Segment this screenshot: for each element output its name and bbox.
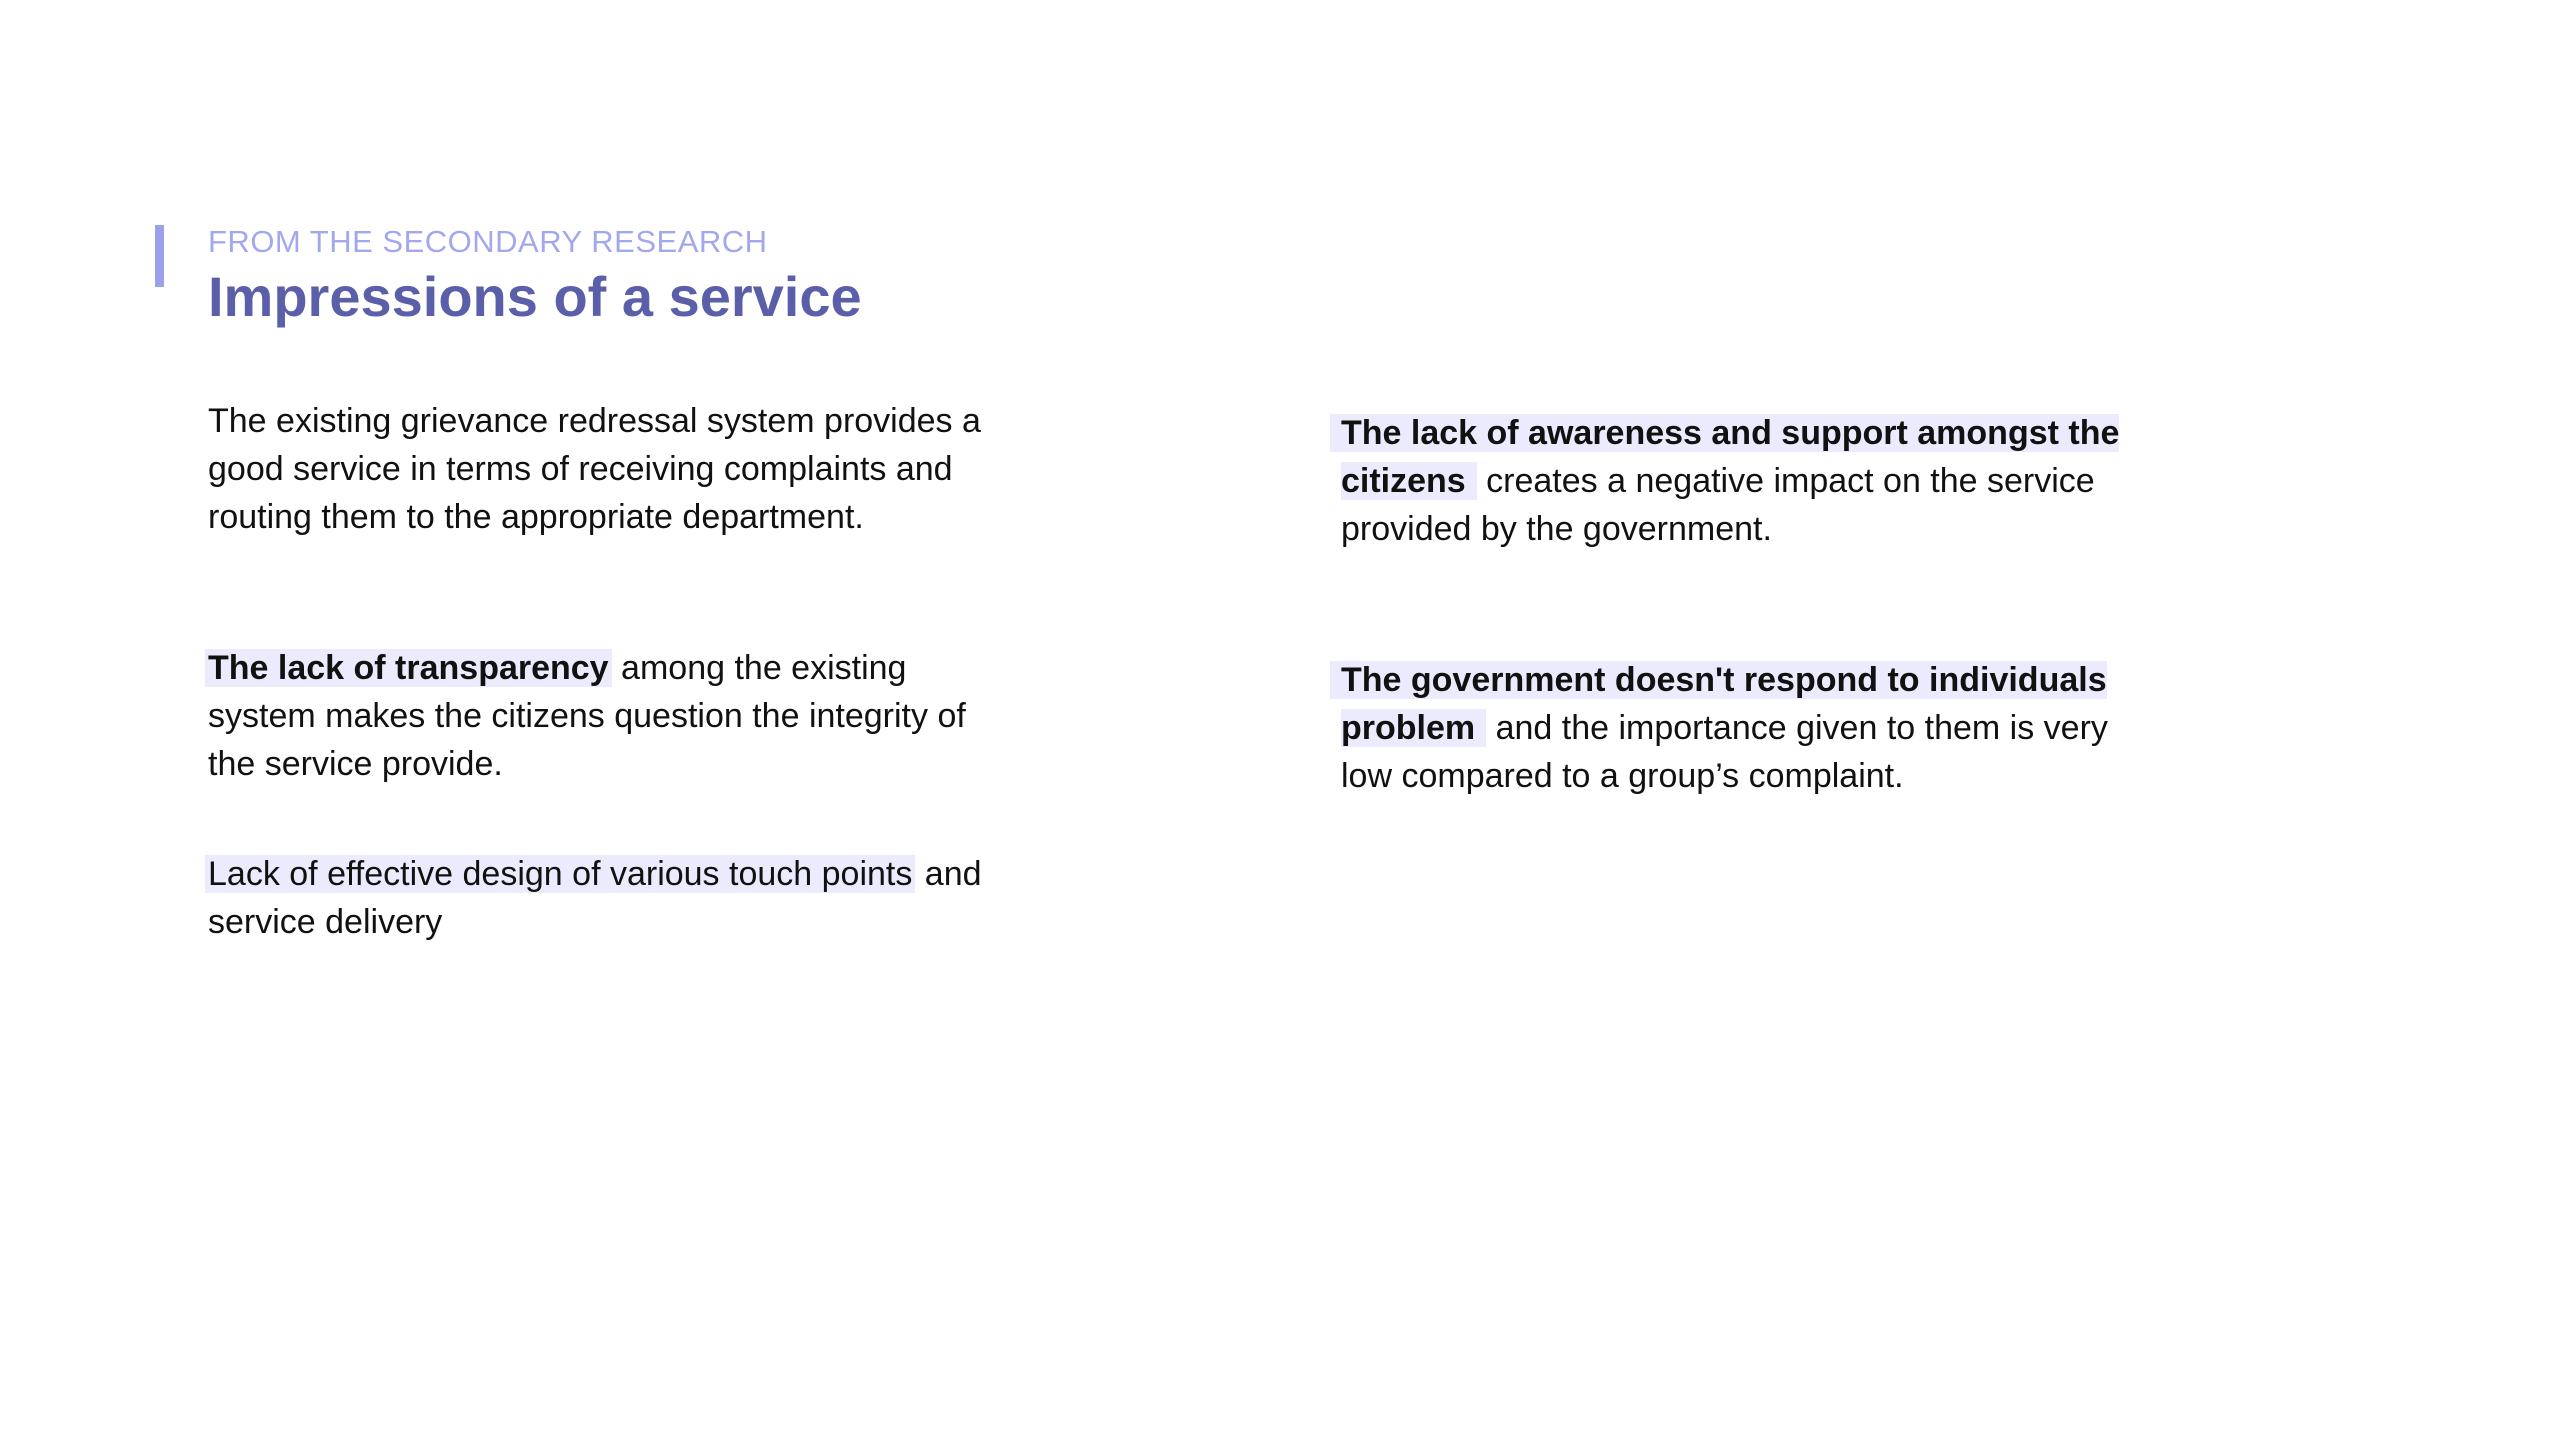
paragraph-text: and the importance given to them is very low compared to a group’s complaint. [1341,709,2108,795]
paragraph-touch-points [208,850,988,946]
paragraph-text: The existing grievance redressal system provides a good service in terms of receiving complaints and routing them to the appropriate department. [208,402,981,536]
highlight-text: The lack of transparency [205,649,612,687]
paragraph-text: creates a negative impact on the service provided by the government. [1341,462,2095,548]
paragraph-awareness [1341,409,2141,553]
highlight-text: The government doesn't respond to individuals problem [1330,661,2107,747]
paragraph-individual-problems [1341,656,2141,800]
accent-bar [155,225,164,287]
section-eyebrow: FROM THE SECONDARY RESEARCH [208,224,768,259]
paragraph-text: among the existing system makes the citizens question the integrity of the service provide. [208,649,966,783]
page-title: Impressions of a service [208,265,862,328]
paragraph-text: and service delivery [208,855,982,941]
paragraph-transparency [208,644,988,788]
highlight-text: The lack of awareness and support amongst the citizens [1330,414,2119,500]
highlight-text: Lack of effective design of various touch points [205,855,915,893]
paragraph-existing-system [208,397,988,541]
